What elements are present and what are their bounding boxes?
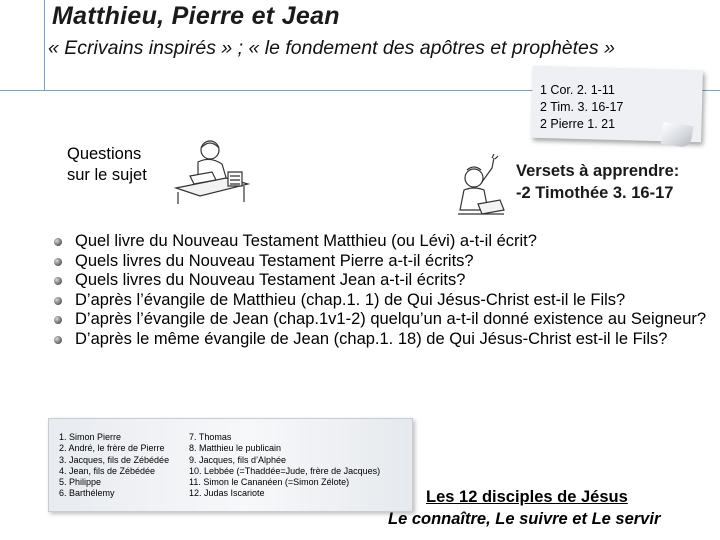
bullet-icon	[54, 238, 62, 246]
reference-item: 1 Cor. 2. 1-11	[540, 83, 615, 97]
disciple-item: 12. Judas Iscariote	[189, 488, 265, 499]
question-item: Quel livre du Nouveau Testament Matthieu (ou Lévi) a-t-il écrit?	[54, 232, 714, 252]
bullet-icon	[54, 336, 62, 344]
verses-to-learn	[516, 160, 679, 204]
question-item: Quels livres du Nouveau Testament Jean a-t-il écrits?	[54, 271, 714, 291]
disciple-item: 6. Barthélemy	[59, 488, 115, 499]
question-item: D’après l’évangile de Matthieu (chap.1. 1) de Qui Jésus-Christ est-il le Fils?	[54, 291, 714, 311]
disciples-list-column-1	[59, 432, 169, 500]
verses-label: Versets à apprendre:	[516, 162, 680, 180]
verses-reference: -2 Timothée 3. 16-17	[516, 184, 674, 202]
disciple-item: 2. André, le frère de Pierre	[59, 443, 165, 454]
disciple-item: 5. Philippe	[59, 477, 102, 488]
disciple-item: 4. Jean, fils de Zébédée	[59, 465, 156, 476]
reading-man-clipart-icon	[168, 136, 256, 208]
disciple-item: 8. Matthieu le publicain	[189, 443, 282, 454]
question-item: Quels livres du Nouveau Testament Pierre a-t-il écrits?	[54, 252, 714, 272]
disciple-item: 11. Simon le Cananéen (=Simon Zélote)	[189, 477, 350, 488]
motto-text: Le connaître, Le suivre et Le servir	[388, 510, 661, 528]
raised-hand-clipart-icon	[452, 152, 510, 224]
reference-item: 2 Pierre 1. 21	[540, 117, 616, 131]
questions-label-line: Questions	[67, 145, 142, 163]
bullet-icon	[54, 297, 62, 305]
question-item: D’après le même évangile de Jean (chap.1. 18) de Qui Jésus-Christ est-il le Fils?	[54, 330, 714, 350]
page-subtitle: « Ecrivains inspirés » ; « le fondement des apôtres et prophètes »	[48, 37, 615, 59]
reference-item: 2 Tim. 3. 16-17	[540, 100, 624, 114]
questions-list	[54, 232, 714, 349]
questions-label	[67, 144, 147, 186]
disciples-list-column-2	[189, 432, 380, 500]
bullet-icon	[54, 258, 62, 266]
bullet-icon	[54, 316, 62, 324]
disciples-heading: Les 12 disciples de Jésus	[426, 488, 628, 506]
page-curl-decoration	[661, 122, 694, 148]
disciple-item: 10. Lebbée (=Thaddée=Jude, frère de Jacques)	[189, 465, 381, 476]
disciple-item: 3. Jacques, fils de Zébédée	[59, 454, 170, 465]
questions-label-line: sur le sujet	[67, 166, 147, 184]
disciple-item: 7. Thomas	[189, 432, 232, 442]
reference-list	[540, 82, 623, 133]
page-title: Matthieu, Pierre et Jean	[52, 2, 340, 30]
disciple-item: 9. Jacques, fils d’Alphée	[189, 454, 287, 465]
disciple-item: 1. Simon Pierre	[59, 432, 122, 442]
bullet-icon	[54, 277, 62, 285]
question-item: D’après l’évangile de Jean (chap.1v1-2) quelqu’un a-t-il donné existence au Seigneur?	[54, 310, 714, 330]
header-vertical-rule	[44, 0, 45, 90]
